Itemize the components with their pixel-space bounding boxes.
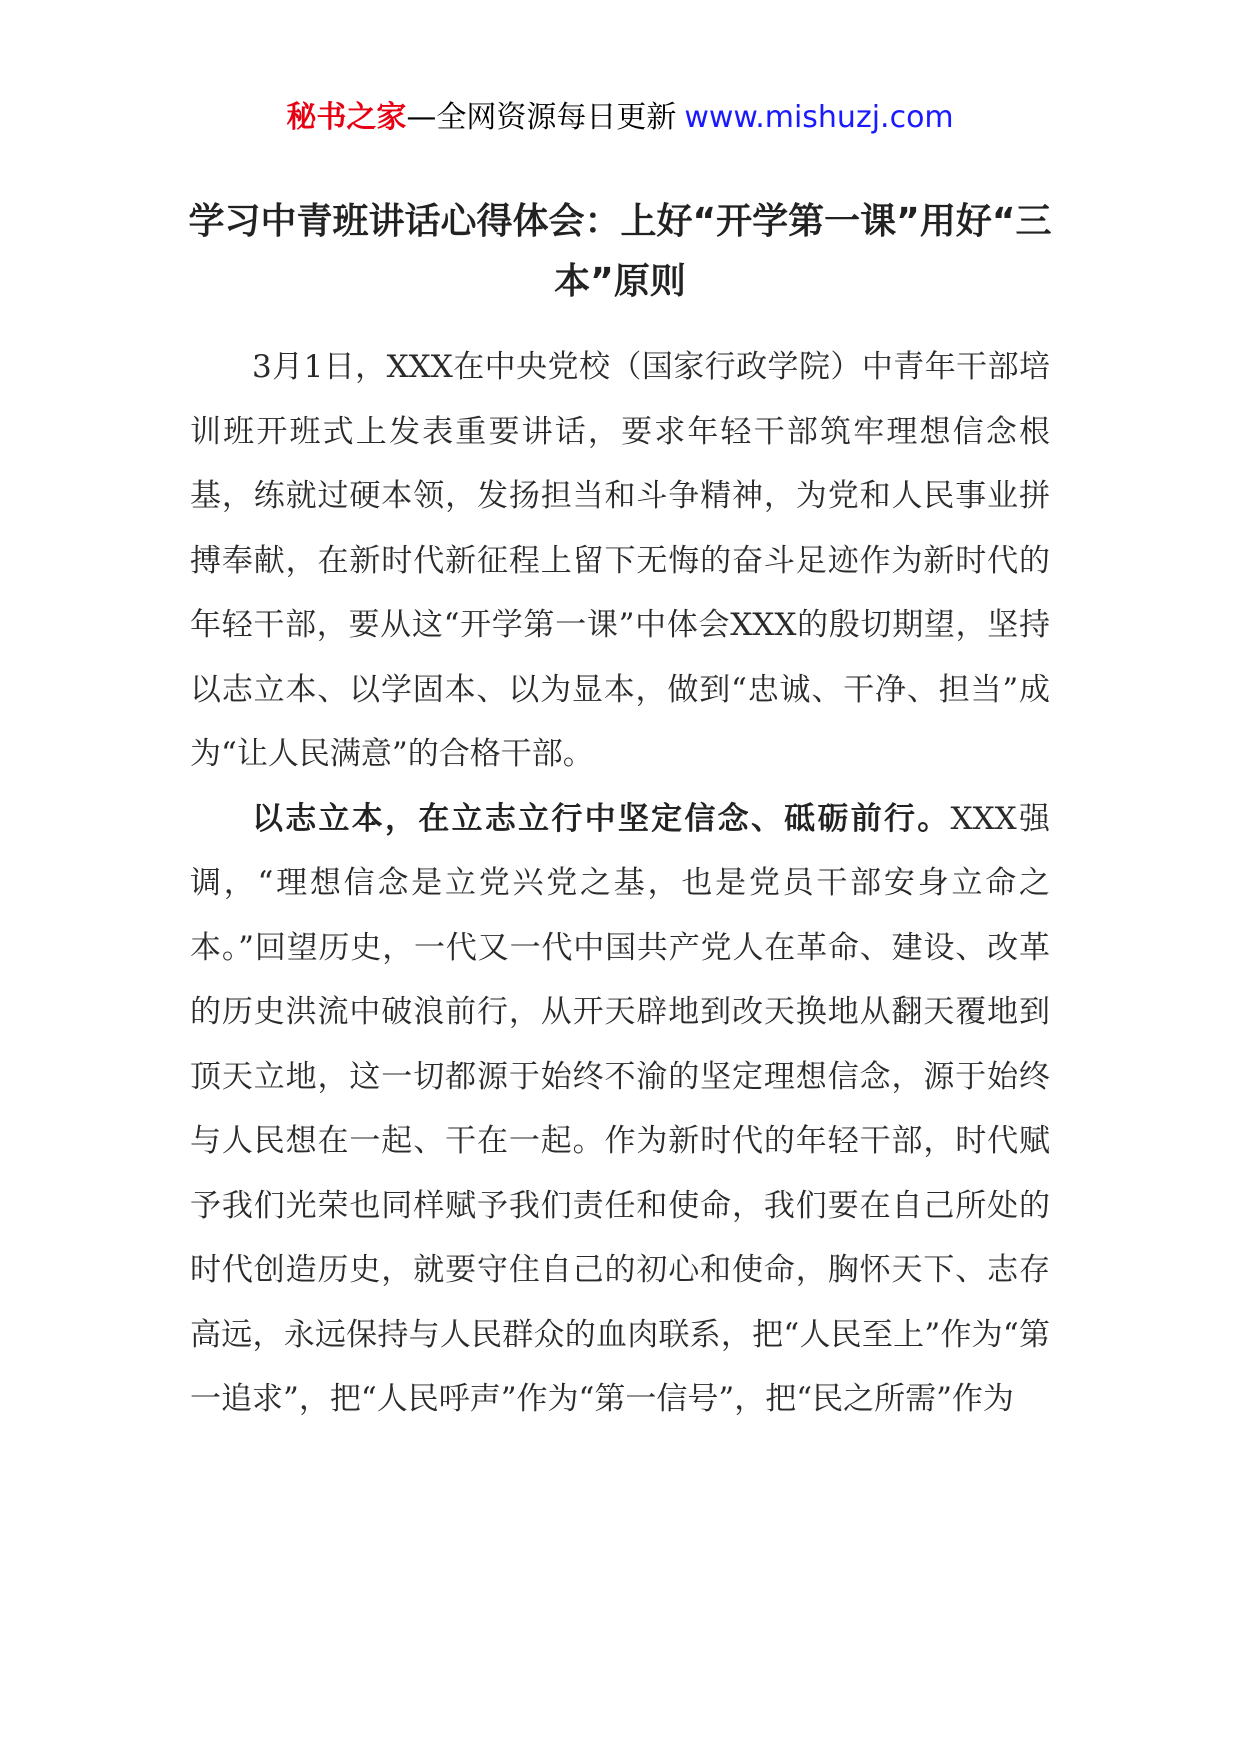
brand-name: 秘书之家 [286,100,407,135]
paragraph-2-lead: 以志立本，在立志立行中坚定信念、砥砺前行。 [252,800,951,837]
paragraph-1-text: 3月1日，XXX在中央党校（国家行政学院）中青年干部培训班开班式上发表重要讲话，要求年轻干部筑牢理想信念根基，练就过硬本领，发扬担当和斗争精神，为党和人民事业拼搏奉献，在新时代新征程上留下无悔的奋斗足迹作为新时代的年轻干部，要从这“开学第一课”中体会XXX的殷切期望，坚持以志立本、以学固本、以为显本，做到“忠诚、干净、担当”成为“让人民满意”的合格干部。 [190,349,1050,772]
paragraph-1 [190,335,1050,787]
header-slogan: —全网资源每日更新 [406,100,677,135]
document-title: 学习中青班讲话心得体会：上好“开学第一课”用好“三本”原则 [188,201,1052,302]
site-header [0,98,1240,138]
site-url: www.mishuzj.com [684,100,954,135]
paragraph-2 [190,787,1050,1432]
document-body [190,335,1050,1432]
paragraph-2-text: XXX强调，“理想信念是立党兴党之基，也是党员干部安身立命之本。”回望历史，一代又一代中国共产党人在革命、建设、改革的历史洪流中破浪前行，从开天辟地到改天换地从翻天覆地到顶天立地，这一切都源于始终不渝的坚定理想信念，源于始终与人民想在一起、干在一起。作为新时代的年轻干部，时代赋予我们光荣也同样赋予我们责任和使命，我们要在自己所处的时代创造历史，就要守住自己的初心和使命，胸怀天下、志存高远，永远保持与人民群众的血肉联系，把“人民至上”作为“第一追求”，把“人民呼声”作为“第一信号”，把“民之所需”作为 [190,800,1051,1417]
